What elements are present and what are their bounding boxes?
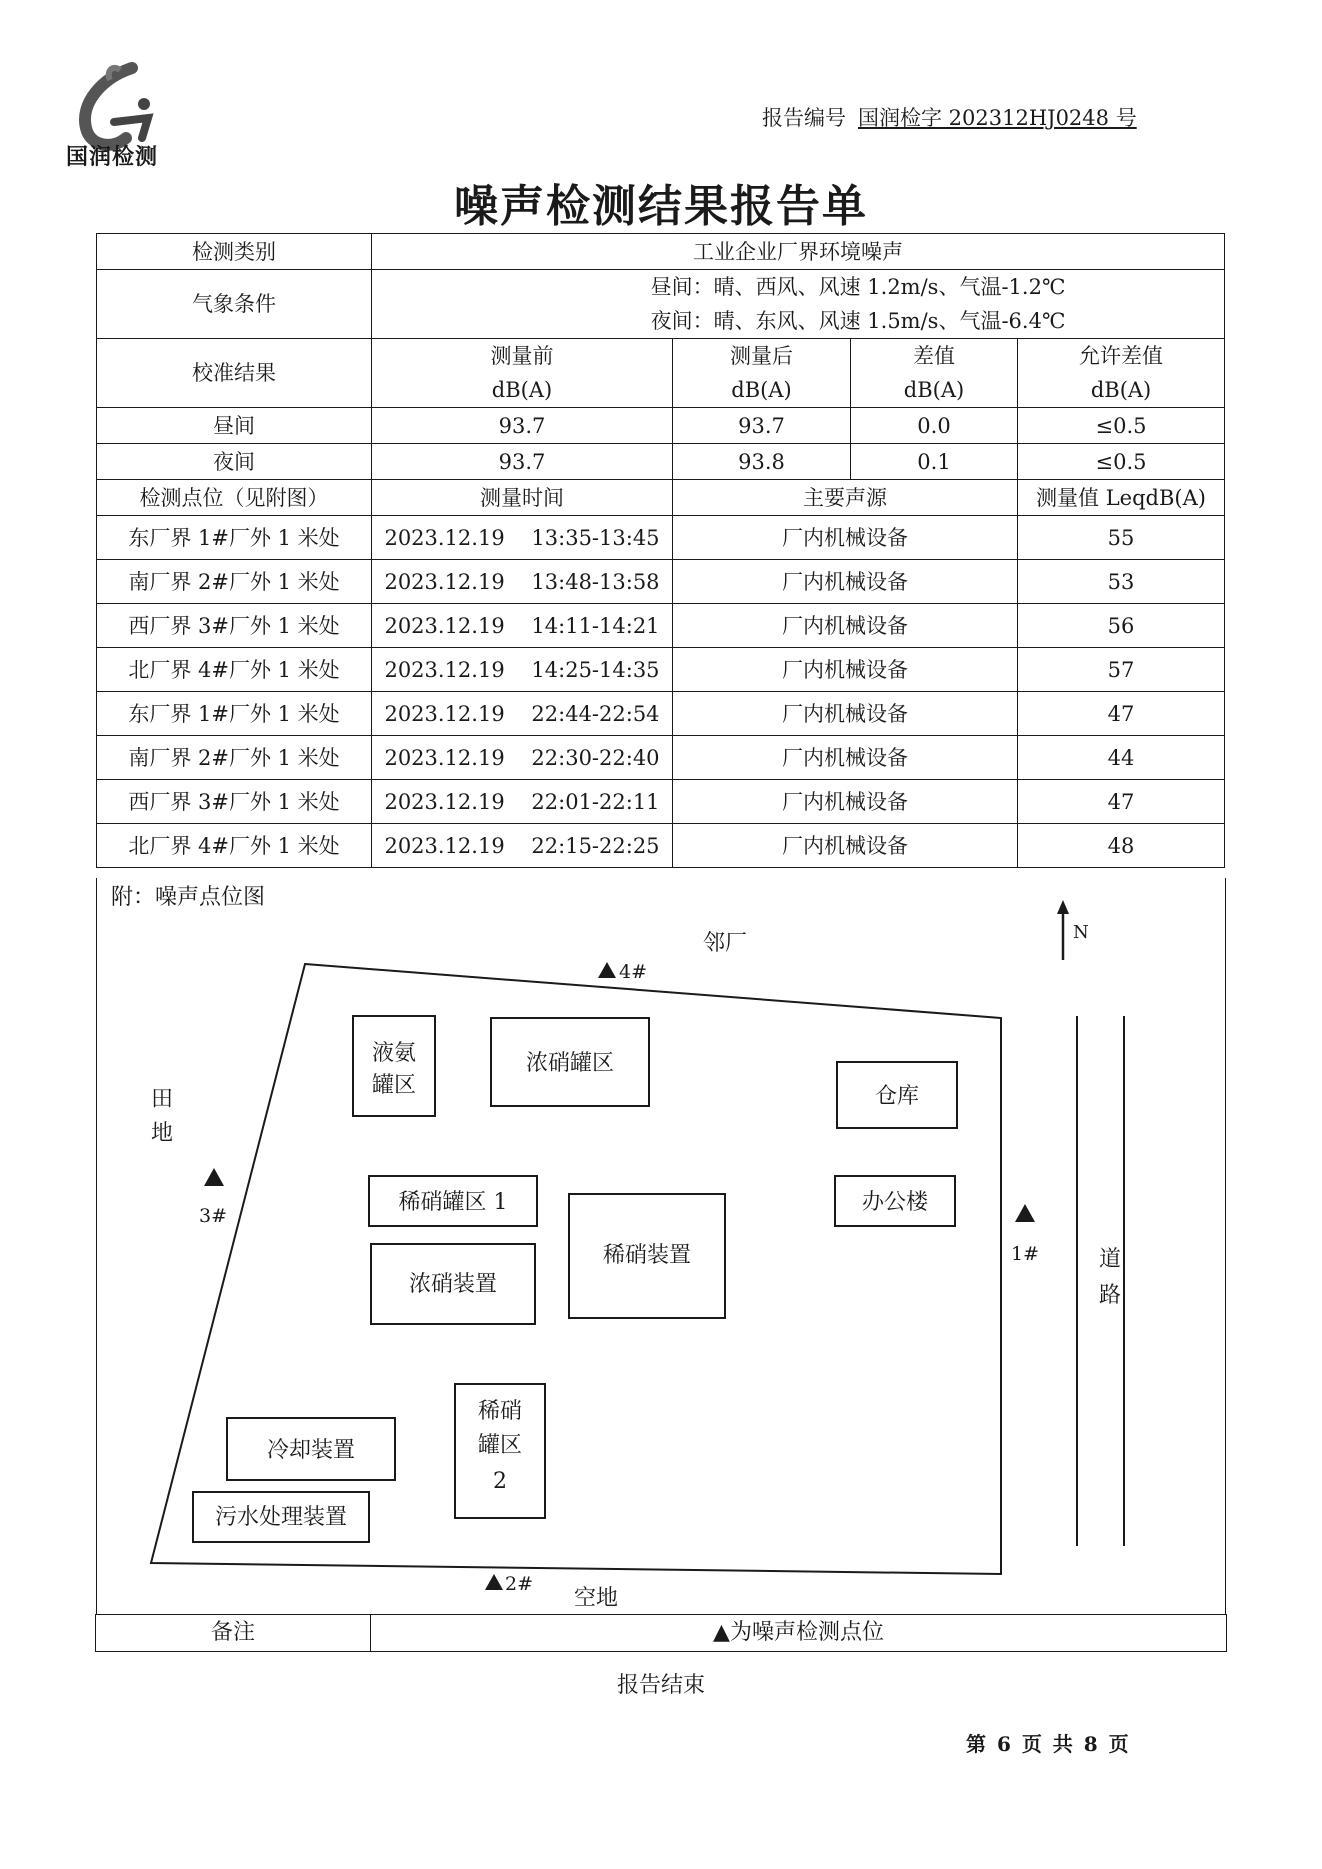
measurement-row [97, 736, 1225, 780]
road-label-2: 路 [1099, 1283, 1122, 1308]
calibration-row [97, 444, 1225, 480]
meas-time [372, 516, 673, 560]
measurement-row [97, 560, 1225, 604]
category-label: 检测类别 [97, 234, 372, 270]
logo-text: 国润检测 [66, 145, 159, 170]
meas-value: 47 [1018, 692, 1225, 736]
diagram-caption: 附：噪声点位图 [111, 885, 266, 910]
meas-point: 北厂界 4#厂外 1 米处 [97, 648, 372, 692]
measurement-row [97, 604, 1225, 648]
point-2-label: 2# [505, 1573, 534, 1595]
measurement-row [97, 824, 1225, 868]
point-4-label: 4# [619, 961, 648, 983]
warehouse-label: 仓库 [874, 1084, 920, 1109]
measurement-row [97, 648, 1225, 692]
office-label: 办公楼 [861, 1190, 929, 1215]
meas-time [372, 824, 673, 868]
results-table [96, 233, 1225, 868]
meas-header-source: 主要声源 [673, 480, 1018, 516]
calib-header-unit: dB(A) [1090, 378, 1152, 402]
meas-period: 14:11-14:21 [531, 613, 660, 638]
meas-value: 48 [1018, 824, 1225, 868]
meas-source: 厂内机械设备 [673, 780, 1018, 824]
calib-header-after [673, 339, 851, 408]
calib-header-allow [1018, 339, 1225, 408]
meas-point: 南厂界 2#厂外 1 米处 [97, 736, 372, 780]
field-label-1: 田 [151, 1087, 174, 1112]
report-end: 报告结束 [616, 1673, 705, 1698]
noise-point-diagram [96, 878, 1226, 1614]
meas-period: 13:35-13:45 [531, 525, 660, 550]
meas-point: 西厂界 3#厂外 1 米处 [97, 780, 372, 824]
calib-header-unit: dB(A) [731, 378, 792, 402]
remark-row [95, 1614, 1227, 1652]
calibration-label: 校准结果 [97, 339, 372, 408]
meas-source: 厂内机械设备 [673, 516, 1018, 560]
calib-allow: ≤0.5 [1018, 444, 1225, 480]
report-number-value: 国润检字 202312HJ0248 号 [858, 106, 1137, 130]
measurement-row [97, 516, 1225, 560]
calib-before: 93.7 [372, 408, 673, 444]
meas-header-point: 检测点位（见附图） [97, 480, 372, 516]
dilute-tank1-label: 稀硝罐区 1 [398, 1190, 508, 1215]
report-number-label: 报告编号 [762, 106, 846, 130]
meas-period: 22:01-22:11 [531, 789, 660, 814]
meas-source: 厂内机械设备 [673, 648, 1018, 692]
ammonia-label-1: 液氨 [371, 1041, 417, 1066]
meas-date: 2023.12.19 [384, 569, 505, 594]
meas-point: 东厂界 1#厂外 1 米处 [97, 516, 372, 560]
weather-day: 昼间：晴、西风、风速 1.2m/s、气温-1.2℃ [650, 275, 1066, 299]
meas-value: 57 [1018, 648, 1225, 692]
weather-label: 气象条件 [97, 270, 372, 339]
meas-time [372, 604, 673, 648]
calib-header-before [372, 339, 673, 408]
meas-value: 56 [1018, 604, 1225, 648]
dilute-tank2-label-3: 2 [493, 1469, 507, 1494]
meas-period: 22:30-22:40 [531, 745, 660, 770]
meas-header-value: 测量值 LeqdB(A) [1018, 480, 1225, 516]
empty-lot-label: 空地 [574, 1586, 619, 1611]
calib-period: 昼间 [97, 408, 372, 444]
meas-time [372, 736, 673, 780]
meas-time [372, 648, 673, 692]
meas-date: 2023.12.19 [384, 701, 505, 726]
meas-value: 44 [1018, 736, 1225, 780]
meas-date: 2023.12.19 [384, 525, 505, 550]
site-map [97, 878, 1225, 1614]
calib-header-unit: dB(A) [491, 378, 553, 402]
page-number: 第 6 页 共 8 页 [966, 1732, 1131, 1756]
remark-value: ▲为噪声检测点位 [713, 1620, 884, 1645]
meas-period: 22:44-22:54 [531, 701, 660, 726]
weather-value [372, 270, 1225, 339]
meas-value: 47 [1018, 780, 1225, 824]
weather-row [97, 270, 1225, 339]
cooling-label: 冷却装置 [266, 1438, 356, 1463]
meas-point: 西厂界 3#厂外 1 米处 [97, 604, 372, 648]
calib-diff: 0.1 [851, 444, 1018, 480]
north-arrow-head-icon [1057, 900, 1069, 914]
meas-point: 北厂界 4#厂外 1 米处 [97, 824, 372, 868]
meas-source: 厂内机械设备 [673, 560, 1018, 604]
calib-header-line: 差值 [913, 344, 955, 368]
meas-value: 55 [1018, 516, 1225, 560]
calib-allow: ≤0.5 [1018, 408, 1225, 444]
point-1-label: 1# [1011, 1243, 1040, 1265]
conc-tank-label: 浓硝罐区 [525, 1051, 615, 1076]
meas-source: 厂内机械设备 [673, 692, 1018, 736]
sewage-label: 污水处理装置 [214, 1505, 348, 1530]
meas-time [372, 692, 673, 736]
calib-header-line: 测量前 [490, 344, 554, 368]
meas-header-time: 测量时间 [372, 480, 673, 516]
report-number [762, 102, 1137, 132]
meas-value: 53 [1018, 560, 1225, 604]
calib-after: 93.8 [673, 444, 851, 480]
ammonia-label-2: 罐区 [371, 1073, 417, 1098]
category-value: 工业企业厂界环境噪声 [372, 234, 1225, 270]
page-title: 噪声检测结果报告单 [454, 181, 868, 232]
meas-point: 东厂界 1#厂外 1 米处 [97, 692, 372, 736]
calib-header-line: 允许差值 [1079, 344, 1164, 368]
meas-date: 2023.12.19 [384, 789, 505, 814]
meas-period: 14:25-14:35 [531, 657, 660, 682]
meas-source: 厂内机械设备 [673, 824, 1018, 868]
meas-date: 2023.12.19 [384, 657, 505, 682]
calib-header-unit: dB(A) [903, 378, 965, 402]
conc-unit-label: 浓硝装置 [408, 1272, 498, 1297]
calib-after: 93.7 [673, 408, 851, 444]
calib-header-line: 测量后 [730, 344, 793, 368]
remark-label: 备注 [96, 1615, 371, 1651]
calibration-header-row [97, 339, 1225, 408]
meas-date: 2023.12.19 [384, 745, 505, 770]
point-1-marker-icon [1015, 1204, 1035, 1222]
calib-diff: 0.0 [851, 408, 1018, 444]
point-3-marker-icon [204, 1168, 224, 1186]
category-row [97, 234, 1225, 270]
dilute-tank2-label-2: 罐区 [477, 1433, 523, 1458]
dilute-unit-label: 稀硝装置 [602, 1243, 692, 1268]
dilute-tank2-label-1: 稀硝 [477, 1399, 523, 1424]
point-2-marker-icon [485, 1574, 503, 1590]
ammonia-tank-area [353, 1016, 435, 1116]
measurement-row [97, 692, 1225, 736]
measurement-row [97, 780, 1225, 824]
calibration-row [97, 408, 1225, 444]
meas-date: 2023.12.19 [384, 833, 505, 858]
field-label-2: 地 [151, 1121, 174, 1146]
weather-night: 夜间：晴、东风、风速 1.5m/s、气温-6.4℃ [650, 309, 1066, 333]
meas-time [372, 560, 673, 604]
meas-time [372, 780, 673, 824]
meas-date: 2023.12.19 [384, 613, 505, 638]
point-4-marker-icon [598, 962, 616, 978]
north-label: N [1073, 922, 1089, 943]
point-3-label: 3# [199, 1205, 228, 1227]
measurement-header-row [97, 480, 1225, 516]
calib-header-diff [851, 339, 1018, 408]
calib-period: 夜间 [97, 444, 372, 480]
calib-before: 93.7 [372, 444, 673, 480]
meas-period: 22:15-22:25 [531, 833, 660, 858]
meas-source: 厂内机械设备 [673, 604, 1018, 648]
meas-point: 南厂界 2#厂外 1 米处 [97, 560, 372, 604]
road-label-1: 道 [1099, 1247, 1122, 1272]
neighbor-label: 邻厂 [703, 931, 748, 956]
meas-period: 13:48-13:58 [531, 569, 660, 594]
meas-source: 厂内机械设备 [673, 736, 1018, 780]
